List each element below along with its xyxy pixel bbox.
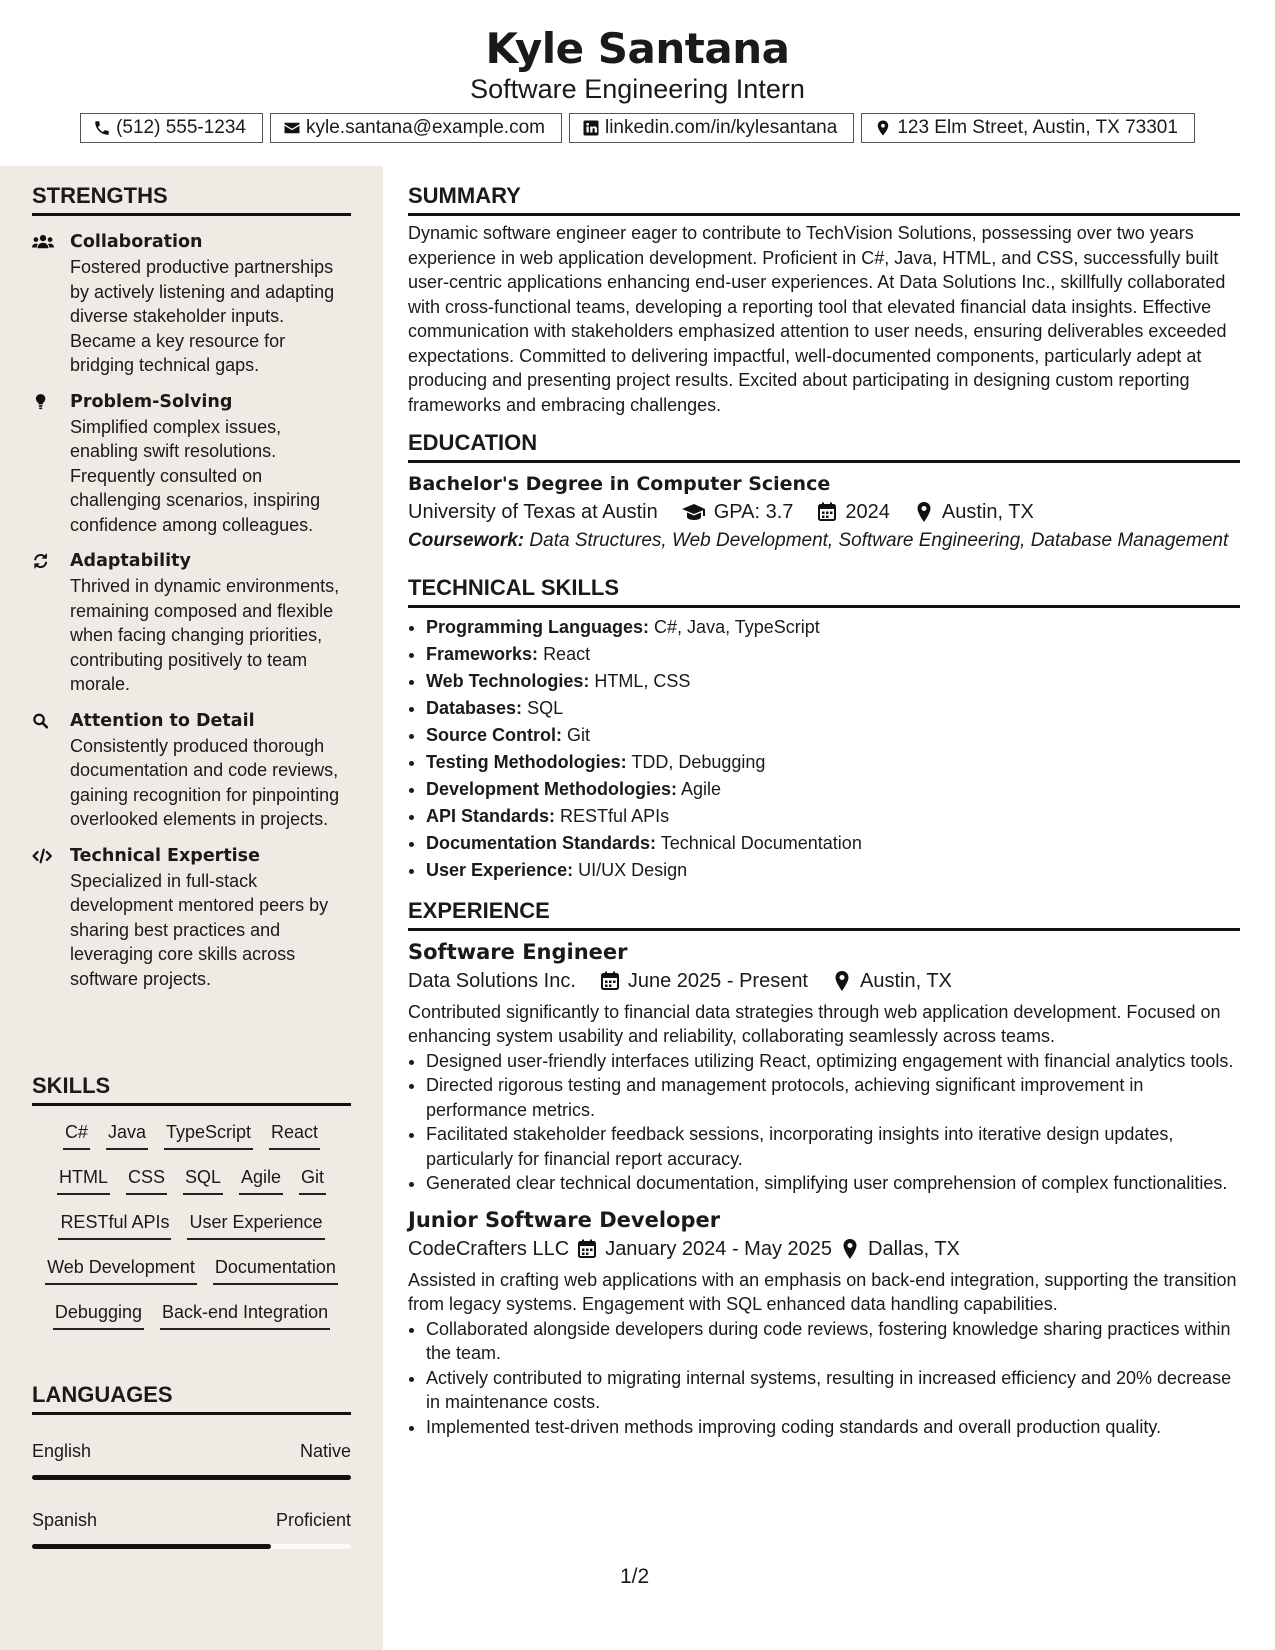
strength-desc: Simplified complex issues, enabling swift resolutions. Frequently consulted on challenging scenarios, inspiring confidence among colleagues. [70, 416, 321, 535]
map-pin-icon [832, 971, 852, 991]
tech-skill-label: Web Technologies: [426, 670, 590, 691]
summary-text: Dynamic software engineer eager to contribute to TechVision Solutions, possessing over two years experience in web application development. Proficient in C#, Java, HTML, and CSS, successfully built user-centric applications enhancing end-user experiences. At Data Solutions Inc., skillfully collaborated with cross-functional teams, developing a reporting tool that elevated financial data insights. Effective communication with stakeholders emphasized attention to user needs, ensuring deliverables exceeded expectations. Committed to delivering impactful, well-documented components, particularly adept at producing and presenting project results. Excited about participating in designing custom reporting frameworks and embracing challenges. [408, 223, 1227, 415]
skills-title: SKILLS [32, 1072, 351, 1106]
job-location: Austin, TX [860, 969, 952, 992]
skill-chip: User Experience [187, 1210, 324, 1240]
job-company: Data Solutions Inc. [408, 969, 576, 992]
strengths-title: STRENGTHS [32, 182, 351, 216]
resume-header [0, 0, 1275, 165]
search-icon [32, 711, 56, 731]
calendar-icon [600, 971, 620, 991]
calendar-icon [577, 1239, 597, 1259]
strength-title: Problem-Solving [70, 391, 233, 412]
skill-chip: Back-end Integration [160, 1300, 330, 1330]
job-summary: Contributed significantly to financial data strategies through web application development. Focused on enhancing system usability and reliability, collaborating seamlessly across teams. [408, 1001, 1221, 1046]
language-proficiency-bar [32, 1544, 351, 1549]
tech-skill-item [426, 641, 1240, 668]
tech-skill-value: C#, Java, TypeScript [654, 616, 820, 637]
strength-desc: Consistently produced thorough documentation and code reviews, gaining recognition for pinpointing overlooked elements in projects. [70, 735, 340, 829]
skills-row [32, 1300, 351, 1345]
language-proficiency-fill [32, 1475, 351, 1480]
skills-row [32, 1255, 351, 1300]
tech-skill-value: Git [567, 724, 591, 745]
strength-title: Attention to Detail [70, 710, 255, 731]
job-meta [408, 966, 1240, 996]
job-location: Dallas, TX [868, 1237, 960, 1260]
languages-title: LANGUAGES [32, 1381, 351, 1415]
school-name: University of Texas at Austin [408, 501, 658, 523]
skills-chips [32, 1120, 351, 1345]
job-entry [408, 1206, 1240, 1440]
tech-skill-item [426, 749, 1240, 776]
linkedin-icon [582, 119, 600, 137]
envelope-icon [283, 119, 301, 137]
map-pin-icon [874, 119, 892, 137]
map-pin-icon [914, 502, 934, 522]
sidebar [0, 166, 383, 1650]
job-bullet: • Implemented test-driven methods improving coding standards and overall production quality. [426, 1415, 1240, 1440]
contact-phone[interactable] [80, 113, 263, 143]
job-bullet: • Actively contributed to migrating internal systems, resulting in increased efficiency and 20% decrease in maintenance costs. [426, 1366, 1240, 1415]
candidate-role: Software Engineering Intern [470, 74, 805, 104]
map-pin-icon [840, 1239, 860, 1259]
skill-chip: Java [106, 1120, 148, 1150]
tech-skill-item [426, 830, 1240, 857]
language-name: Spanish [32, 1510, 98, 1530]
job-summary: Assisted in crafting web applications with an emphasis on back-end integration, supporting the transition from legacy systems. Engagement with SQL enhanced data handling capabilities. [408, 1269, 1237, 1314]
skills-section [32, 1072, 351, 1345]
job-title: Junior Software Developer [408, 1207, 721, 1232]
job-bullet: • Designed user-friendly interfaces utilizing React, optimizing engagement with financial analytics tools. [426, 1049, 1240, 1074]
skills-row [32, 1165, 351, 1210]
tech-skill-label: Testing Methodologies: [426, 751, 627, 772]
graduation-year: 2024 [845, 501, 890, 523]
contact-phone-text: (512) 555-1234 [116, 117, 246, 138]
contact-address [861, 113, 1195, 143]
strength-item [32, 843, 351, 992]
strength-desc: Specialized in full-stack development mentored peers by sharing best practices and leveraging core skills across software projects. [70, 870, 329, 989]
tech-skill-label: User Experience: [426, 859, 574, 880]
skill-chip: Agile [239, 1165, 283, 1195]
tech-skill-item [426, 695, 1240, 722]
tech-skill-value: TDD, Debugging [631, 751, 766, 772]
language-item [32, 1508, 351, 1549]
phone-icon [93, 119, 111, 137]
job-bullet: • Facilitated stakeholder feedback sessions, incorporating insights into iterative design updates, particularly for financial report accuracy. [426, 1122, 1240, 1171]
tech-skill-item [426, 614, 1240, 641]
degree-title: Bachelor's Degree in Computer Science [408, 473, 831, 495]
language-name: English [32, 1441, 92, 1461]
skill-chip: HTML [57, 1165, 110, 1195]
gpa-text: GPA: 3.7 [713, 501, 794, 523]
contact-email-text: kyle.santana@example.com [306, 117, 545, 138]
sync-icon [32, 551, 56, 571]
tech-skill-value: Technical Documentation [660, 832, 862, 853]
job-title: Software Engineer [408, 939, 628, 964]
strength-desc: Fostered productive partnerships by actively listening and adapting diverse stakeholder inputs. Became a key resource for bridging technical gaps. [70, 257, 335, 375]
tech-skill-label: Development Methodologies: [426, 778, 678, 799]
job-meta [408, 1234, 1240, 1264]
skills-row [32, 1120, 351, 1165]
skill-chip: Debugging [53, 1300, 144, 1330]
skill-chip: Git [299, 1165, 326, 1195]
tech-skill-label: Programming Languages: [426, 616, 650, 637]
main-content [408, 166, 1240, 1439]
graduation-cap-icon [682, 502, 706, 522]
strengths-section [32, 182, 351, 991]
technical-skills-title: TECHNICAL SKILLS [408, 574, 1240, 608]
strength-item [32, 229, 351, 378]
technical-skills-section [408, 574, 1240, 884]
calendar-icon [817, 502, 837, 522]
education-section [408, 429, 1240, 554]
coursework-label: Coursework: [408, 530, 525, 551]
strength-item [32, 708, 351, 832]
education-title: EDUCATION [408, 429, 1240, 463]
coursework-text: Data Structures, Web Development, Software Engineering, Database Management [529, 530, 1229, 551]
technical-skills-list [408, 614, 1240, 884]
strength-desc: Thrived in dynamic environments, remaining composed and flexible when facing changing priorities, contributing positively to team morale. [70, 576, 340, 694]
skill-chip: C# [63, 1120, 90, 1150]
job-bullets [408, 1049, 1240, 1196]
tech-skill-value: Agile [681, 778, 722, 799]
contact-address-text: 123 Elm Street, Austin, TX 73301 [897, 117, 1178, 138]
experience-section [408, 897, 1240, 1440]
strength-item [32, 389, 351, 538]
tech-skill-label: Source Control: [426, 724, 563, 745]
tech-skill-label: Databases: [426, 697, 523, 718]
skill-chip: Documentation [213, 1255, 338, 1285]
languages-section [32, 1381, 351, 1549]
language-proficiency-fill [32, 1544, 271, 1549]
education-meta [408, 497, 1240, 527]
skill-chip: Web Development [45, 1255, 197, 1285]
language-level: Native [299, 1441, 351, 1461]
job-bullet: • Collaborated alongside developers during code reviews, fostering knowledge sharing practices within the team. [426, 1317, 1240, 1366]
strength-title: Adaptability [70, 551, 191, 571]
skill-chip: SQL [183, 1165, 223, 1195]
job-dates: January 2024 - May 2025 [605, 1237, 832, 1260]
job-entry [408, 938, 1240, 1196]
summary-title: SUMMARY [408, 182, 1240, 216]
skill-chip: RESTful APIs [58, 1210, 171, 1240]
contact-email[interactable] [270, 113, 562, 143]
skill-chip: CSS [126, 1165, 167, 1195]
job-dates: June 2025 - Present [627, 969, 808, 992]
experience-title: EXPERIENCE [408, 897, 1240, 931]
job-bullet: • Generated clear technical documentation, simplifying user comprehension of complex functionalities. [426, 1171, 1240, 1196]
education-location: Austin, TX [941, 501, 1034, 523]
skills-row [32, 1210, 351, 1255]
language-level: Proficient [275, 1510, 351, 1530]
skill-chip: React [269, 1120, 320, 1150]
job-bullets [408, 1317, 1240, 1440]
lightbulb-icon [32, 392, 56, 412]
strength-title: Collaboration [70, 232, 203, 252]
job-company: CodeCrafters LLC [408, 1237, 570, 1260]
users-icon [32, 232, 56, 252]
tech-skill-label: Frameworks: [426, 643, 539, 664]
skill-chip: TypeScript [164, 1120, 253, 1150]
tech-skill-item [426, 722, 1240, 749]
tech-skill-item [426, 668, 1240, 695]
contact-bar [0, 113, 1275, 143]
tech-skill-value: UI/UX Design [578, 859, 688, 880]
contact-linkedin[interactable] [569, 113, 854, 143]
code-icon [32, 846, 56, 866]
strength-title: Technical Expertise [70, 845, 260, 866]
language-proficiency-bar [32, 1475, 351, 1480]
coursework [408, 529, 1240, 554]
page-number: 1/2 [620, 1565, 650, 1588]
tech-skill-label: API Standards: [426, 805, 556, 826]
language-item [32, 1439, 351, 1480]
tech-skill-item [426, 776, 1240, 803]
tech-skill-value: HTML, CSS [594, 670, 691, 691]
strength-item [32, 548, 351, 697]
tech-skill-value: RESTful APIs [560, 805, 670, 826]
contact-linkedin-text: linkedin.com/in/kylesantana [604, 117, 838, 138]
summary-section [408, 182, 1240, 417]
tech-skill-label: Documentation Standards: [426, 832, 657, 853]
candidate-name: Kyle Santana [485, 24, 790, 73]
tech-skill-value: SQL [527, 697, 564, 718]
job-bullet: • Directed rigorous testing and management protocols, achieving significant improvement in performance metrics. [426, 1073, 1240, 1122]
tech-skill-item [426, 803, 1240, 830]
tech-skill-value: React [543, 643, 591, 664]
tech-skill-item [426, 857, 1240, 884]
